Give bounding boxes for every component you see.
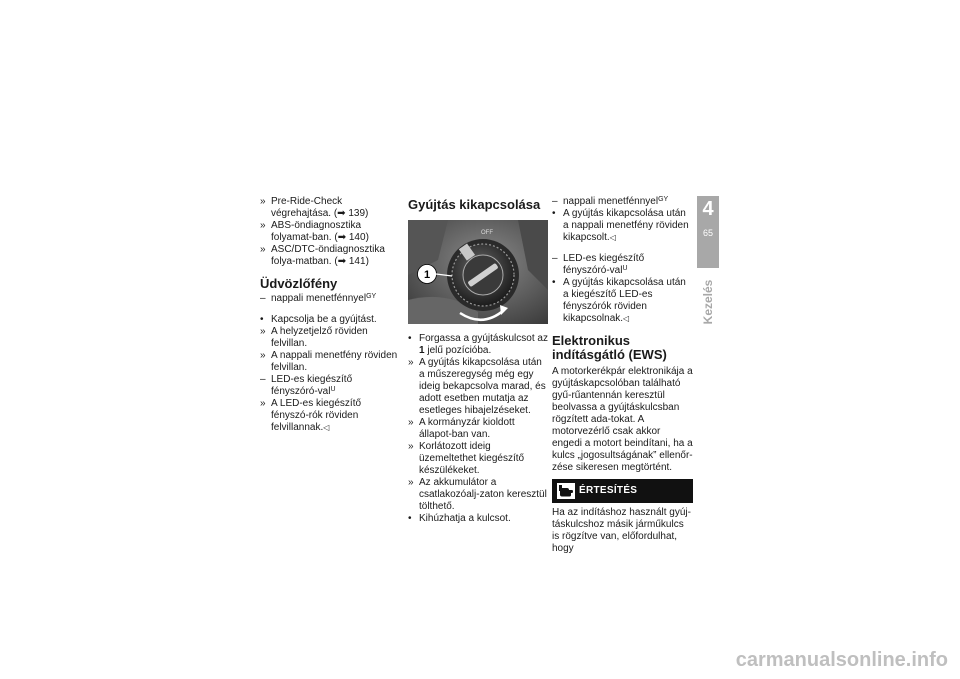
list-results [408, 357, 548, 525]
column-middle [408, 196, 548, 525]
arrow-right-icon: ➡ [337, 256, 349, 267]
list-item: » ABS-öndiagnosztika folyamat-ban. (➡ 140) [260, 220, 369, 243]
list-item: » Pre-Ride-Check végrehajtása. (➡ 139) [260, 196, 369, 219]
heading-ignition-off: Gyújtás kikapcsolása [408, 197, 541, 212]
section-label-text: Kezelés [701, 279, 715, 325]
column-right [552, 196, 693, 555]
condition-led-light: – LED-es kiegészítő fényszóró-val$^U$ [552, 253, 645, 276]
svg-text:OFF: OFF [481, 230, 493, 236]
page-reference[interactable]: 140 [348, 232, 366, 243]
condition-daytime-light: – nappali menetfénnyel$^{GY}$ [260, 293, 377, 304]
step-turn-key: • Forgassa a gyújtáskulcsot az 1 jelű pozícióba. [408, 333, 548, 356]
list-item: » A kormányzár kioldott állapot-ban van. [408, 417, 515, 440]
page-reference[interactable]: 139 [348, 208, 366, 219]
list-item: » Az akkumulátor a csatlakozóalj-zaton keresztül tölthető. [408, 477, 547, 512]
list-item: » A LED-es kiegészítő fényszó-rók röviden felvillannak.◁ [260, 398, 362, 433]
notice-text: Ha az indításhoz használt gyúj-táskulcshoz másik járműkulcs is rögzítve van, előfordulhat, hogy [552, 507, 691, 554]
list-item: • A gyújtás kikapcsolása után a kiegészítő LED-es fényszórók röviden kikapcsolnak.◁ [552, 277, 686, 324]
callout-1-label: 1 [423, 269, 431, 281]
section-label [700, 272, 716, 332]
page-reference[interactable]: 141 [348, 256, 366, 267]
notice-box [552, 479, 693, 503]
page-number: 65 [702, 228, 713, 238]
column-left [260, 196, 398, 434]
list-item: » A nappali menetfény röviden felvillan. [260, 350, 398, 373]
arrow-right-icon: ➡ [337, 208, 349, 219]
chapter-number: 4 [702, 198, 714, 220]
notice-label: ÉRTESÍTÉS [579, 485, 638, 496]
list-top [260, 196, 398, 268]
condition-led-light: – LED-es kiegészítő fényszóró-val$^U$ [260, 374, 353, 397]
arrow-right-icon: ➡ [337, 232, 349, 243]
list-item: • Kihúzhatja a kulcsot. [408, 513, 511, 524]
ews-paragraph: A motorkerékpár elektronikája a gyújtáskapcsolóban található gyű-rűantennán keresztül beolvassa a gyújtáskulcsban rögzített ada-tokat. A motorvezérlő csak akkor engedi a motort beindítani, ha a kulcs „jogosultságának” ellenőr-zése sikeresen megtörtént. [552, 366, 693, 473]
heading-welcome-light: Üdvözlőfény [260, 276, 338, 291]
list-item: • Kapcsolja be a gyújtást. [260, 314, 377, 325]
list-item: » A helyzetjelző röviden felvillan. [260, 326, 368, 349]
heading-ews: Elektronikus indításgátló (EWS) [552, 333, 667, 362]
list-item: • A gyújtás kikapcsolása után a nappali menetfény röviden kikapcsolt.◁ [552, 208, 689, 243]
list-item: » Korlátozott ideig üzemeltethet kiegészítő készülékeket. [408, 441, 525, 476]
list-mid [260, 314, 398, 374]
condition-daytime-light: – nappali menetfénnyel$^{GY}$ [552, 196, 669, 207]
notice-pointing-hand-icon [557, 483, 575, 499]
ignition-switch-photo [408, 220, 548, 324]
watermark: carmanualsonline.info [735, 649, 948, 671]
list-end [260, 398, 398, 434]
list-item: » ASC/DTC-öndiagnosztika folya-matban. (➡ 141) [260, 244, 385, 267]
chapter-tab [697, 196, 719, 268]
list-item: » A gyújtás kikapcsolása után a műszeregység még egy ideig bekapcsolva marad, és adott esetben mutatja az esetleges hibajelzéseket. [408, 357, 546, 416]
